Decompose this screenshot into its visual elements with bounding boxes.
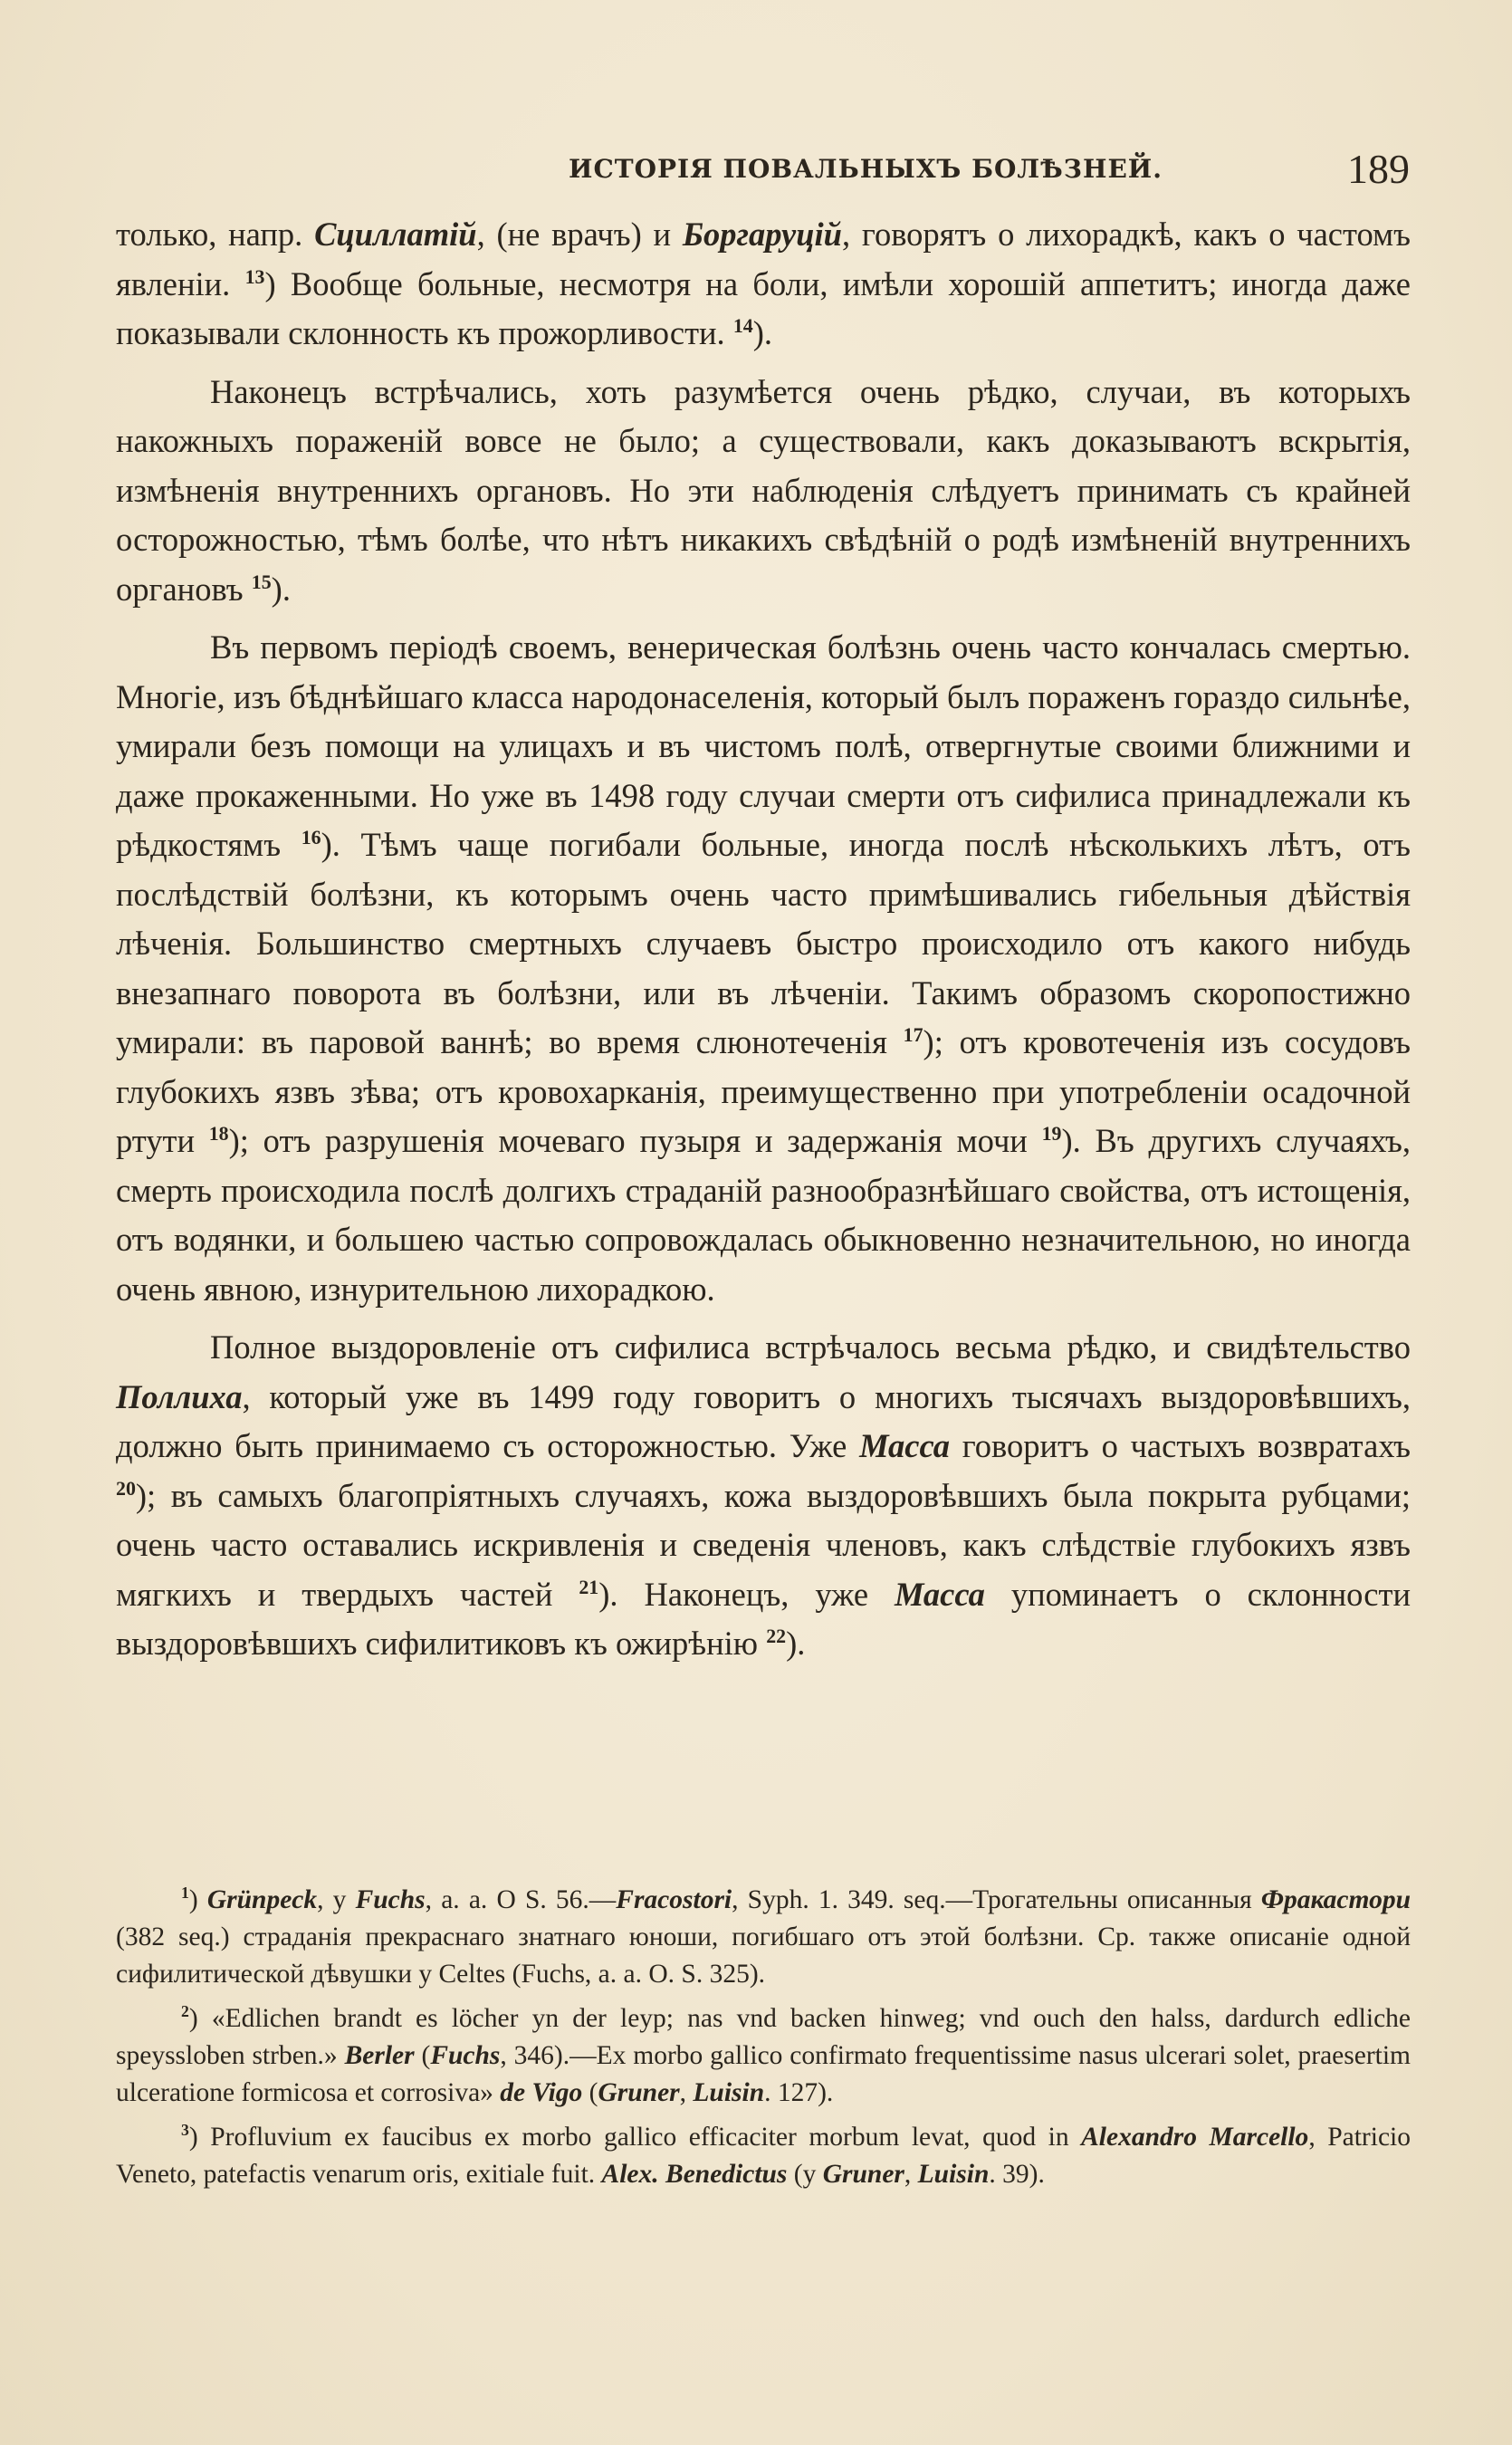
paragraph-2: Наконецъ встрѣчались, хоть разумѣется очень рѣдко, случаи, въ которыхъ накожныхъ пораженій вовсе не было; а существовали, какъ доказываютъ вскрытія, измѣненія внутреннихъ органовъ. Но эти наблюденія слѣдуетъ принимать съ крайней осторожностью, тѣмъ болѣе, что нѣтъ никакихъ свѣдѣній о родѣ измѣненій внутреннихъ органовъ $^{15}$). [116,372,1411,608]
footnote-ref: 20 [116,1476,136,1500]
footnotes [116,1882,1411,2200]
footnote-ref: 18 [208,1121,229,1145]
person-name: Поллиха [116,1377,243,1415]
footnote-ref: 15 [251,570,272,593]
footnote-ref: 19 [1041,1121,1062,1145]
person-name: Сциллатій [314,216,477,253]
running-title: ИСТОРІЯ ПОВАЛЬНЫХЪ БОЛѢЗНЕЙ. [569,154,1163,184]
body-text [116,210,1411,1669]
page-header [116,145,1415,199]
footnote-ref: 14 [732,313,753,337]
footnote-1: $^1$) Grünpeck, у Fuchs, a. a. O S. 56.—Fracostori, Syph. 1. 349. seq.—Трогательны описанныя Фракастори (382 seq.) страданія прекраснаго знатнаго юноши, погибшаго отъ этой болѣзни. Ср. также описаніе одной сифилитической дѣвушки у Celtes (Fuchs, a. a. O. S. 325). [116,1884,1411,1989]
footnote-mark: 2 [181,2002,189,2021]
paragraph-4: Полное выздоровленіе отъ сифилиса встрѣчалось весьма рѣдко, и свидѣтельство Поллиха, который уже въ 1499 году говоритъ о многихъ тысячахъ выздоровѣвшихъ, должно быть принимаемо съ осторожностью. Уже Масса говоритъ о частыхъ возвратахъ $^{20}$); въ самыхъ благопріятныхъ случаяхъ, кожа выздоровѣвшихъ была покрыта рубцами; очень часто оставались искривленія и сведенія членовъ, какъ слѣдствіе глубокихъ язвъ мягкихъ и твердыхъ частей $^{21}$). Наконецъ, уже Масса упоминаетъ о склонности выздоровѣвшихъ сифилитиковъ къ ожирѣнію $^{22}$). [116,1328,1411,1662]
person-name: Масса [894,1575,985,1613]
page-number: 189 [1347,146,1410,192]
paragraph-3: Въ первомъ періодѣ своемъ, венерическая болѣзнь очень часто кончалась смертью. Многіе, изъ бѣднѣйшаго класса народонаселенія, который былъ пораженъ гораздо сильнѣе, умирали безъ помощи на улицахъ и въ чистомъ полѣ, отвергнутые своими ближними и даже прокаженными. Но уже въ 1498 году случаи смерти отъ сифилиса принадлежали къ рѣдкостямъ $^{16}$). Тѣмъ чаще погибали больные, иногда послѣ нѣсколькихъ лѣтъ, отъ послѣдствій болѣзни, къ которымъ очень часто примѣшивались гибельныя дѣйствія лѣченія. Большинство смертныхъ случаевъ быстро происходило отъ какого нибудь внезапнаго поворота въ болѣзни, или въ лѣченіи. Такимъ образомъ скоропостижно умирали: въ паровой ваннѣ; во время слюнотеченія $^{17}$); отъ кровотеченія изъ сосудовъ глубокихъ язвъ зѣва; отъ кровохарканія, преимущественно при употребленіи осадочной ртути $^{18}$); отъ разрушенія мочеваго пузыря и задержанія мочи $^{19}$). Въ другихъ случаяхъ, смерть происходила послѣ долгихъ страданій разнообразнѣйшаго свойства, отъ истощенія, отъ водянки, и большею частью сопровождалась обыкновенно незначительною, но иногда очень явною, изнурительною лихорадкою. [116,628,1411,1308]
footnote-ref: 17 [903,1022,923,1046]
footnote-ref: 13 [244,264,265,288]
footnote-mark: 1 [181,1884,189,1903]
footnote-ref: 22 [766,1624,787,1647]
footnote-mark: 3 [181,2121,189,2140]
footnote-3: $^3$) Profluvium ex faucibus ex morbo gallico efficaciter morbum levat, quod in Alexandro Marcello, Patricio Veneto, patefactis venarum oris, exitiale fuit. Alex. Benedictus (у Gruner, Luisin. 39). [116,2121,1411,2189]
footnote-2: $^2$) «Edlichen brandt es löcher yn der leyp; nas vnd backen hinweg; vnd ouch den halss, dardurch edliche speyssloben strben.» Berler (Fuchs, 346).—Ex morbo gallico confirmato frequentissime nasus ulcerari solet, praesertim ulceratione formicosa et corrosiva» de Vigo (Gruner, Luisin. 127). [116,2002,1412,2107]
footnote-ref: 21 [579,1575,599,1598]
person-name: Боргаруцій [682,216,842,253]
paragraph-1: только, напр. Сциллатій, (не врачъ) и Боргаруцій, говорятъ о лихорадкѣ, какъ о частомъ явленіи. $^{13}$) Вообще больные, несмотря на боли, имѣли хорошій аппетитъ; иногда даже показывали склонность къ прожорливости. $^{14}$). [116,216,1411,351]
person-name: Масса [859,1427,950,1464]
footnote-ref: 16 [301,825,321,849]
